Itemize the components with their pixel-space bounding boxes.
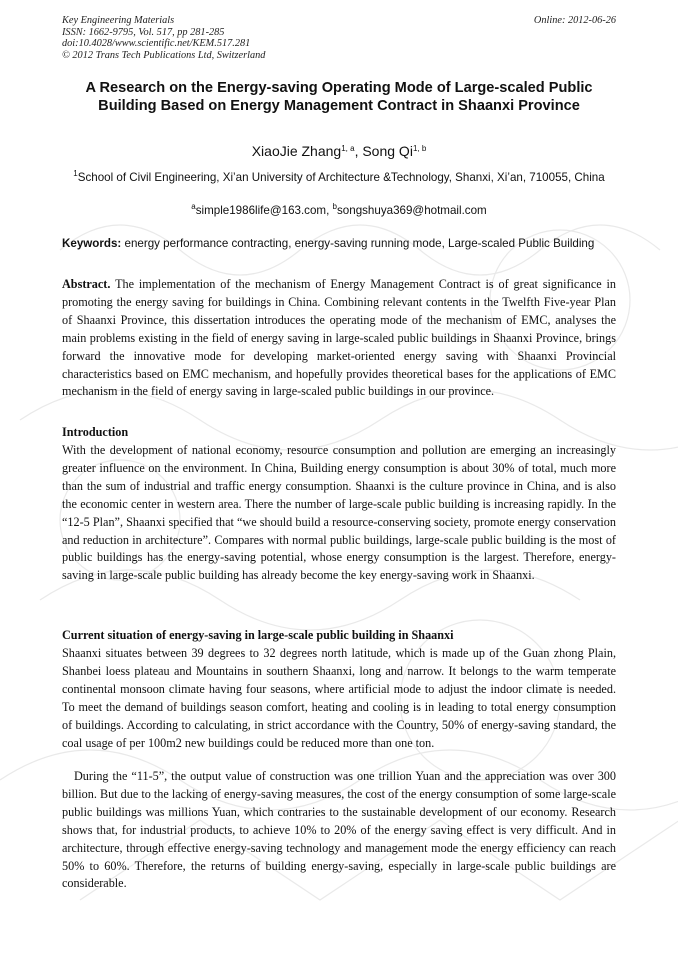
author-affiliation-mark: 1, a: [341, 144, 355, 153]
online-date: Online: 2012-06-26: [533, 15, 616, 26]
author-name: Song Qi: [362, 143, 413, 159]
abstract-label: Abstract.: [62, 277, 111, 291]
keywords-label: Keywords:: [62, 237, 122, 250]
affiliation-mark: 1: [73, 169, 78, 178]
abstract-text: The implementation of the mechanism of Energy Management Contract is of great significance in promoting the energy saving for buildings in China. Combining relevant contents in the Twelfth Five-year Plan of Shaanxi Province, this dissertation introduces the operating mode of the mechanism of EMC, analyses the main problems existing in the field of energy saving in large-scaled public buildings in Shaanxi Province, brings forward the innovative mode for developing market-oriented energy saving with Shaanxi Provincial characteristics based on EMC mechanism, and hopefully provides theoretical bases for the applications of EMC mechanism in the field of energy saving in large-scaled public buildings in our province.: [62, 277, 617, 399]
journal-header: [62, 15, 616, 61]
email-mark: a: [191, 202, 196, 211]
paragraph: Shaanxi situates between 39 degrees to 32 degrees north latitude, which is made up of the Guan zhong Plain, Shanbei loess plateau and Mountains in southern Shaanxi, long and narrow. It belongs to the warm temperate continental monsoon climate having four seasons, where artificial mode to adjust the indoor climate is needed. To meet the demand of buildings season comfort, heating and cooling is in leading to total energy consumption of buildings. According to calculating, in strict accordance with the Country, 50% of energy-saving standard, the coal usage of per 100m2 new buildings could be reduced more than one ton.: [62, 646, 616, 750]
email-link[interactable]: songshuya369@hotmail.com: [337, 204, 487, 217]
paragraph: With the development of national economy, resource consumption and pollution are emerging an increasingly greater influence on the environment. In China, Building energy consumption is about 30% of total, much more than the sum of industrial and traffic energy consumption. Shaanxi is the culture province in China, and is also the economic center in western area. There the number of large-scale public building is increasing rapidly. In the “12-5 Plan”, Shaanxi specified that “we should build a resource-conserving society, promote energy conservation and reduction in architecture”. Compares with normal public buildings, large-scale public building is the most of public buildings has the energy-saving potential, whose energy consumption is the largest. Therefore, energy-saving in large-scale public building has already become the key energy-saving work in Shaanxi.: [62, 443, 616, 583]
journal-name: Key Engineering Materials: [62, 15, 175, 26]
abstract: [62, 276, 616, 401]
keywords-text: energy performance contracting, energy-saving running mode, Large-scaled Public Building: [124, 237, 595, 250]
copyright-line: © 2012 Trans Tech Publications Ltd, Switzerland: [62, 49, 266, 61]
email-link[interactable]: simple1986life@163.com: [195, 204, 327, 217]
doi-line: doi:10.4028/www.scientific.net/KEM.517.281: [62, 38, 251, 50]
author-affiliation-mark: 1, b: [412, 144, 427, 153]
issn-line: ISSN: 1662-9795, Vol. 517, pp 281-285: [62, 26, 225, 38]
section-heading: Introduction: [62, 425, 129, 439]
author-name: XiaoJie Zhang: [251, 143, 342, 159]
author-separator: ,: [354, 143, 363, 159]
email-separator: ,: [326, 204, 333, 217]
paper-title: A Research on the Energy-saving Operating Mode of Large-scaled Public Building Based on Energy Management Contract in Shaanxi Province: [85, 80, 593, 114]
section-heading: Current situation of energy-saving in large-scale public building in Shaanxi: [62, 628, 454, 642]
affiliation: [62, 170, 616, 186]
author-line: [62, 142, 616, 160]
author-emails: [62, 203, 616, 219]
affiliation-text: School of Civil Engineering, Xi’an University of Architecture &Technology, Shanxi, Xi’an, 710055, China: [77, 171, 605, 184]
paragraph: During the “11-5”, the output value of construction was one trillion Yuan and the appreciation was over 300 billion. But due to the lacking of energy-saving measures, the cost of the energy consumption of some large-scale public buildings was millions Yuan, which contraries to the sustainable development of our economy. Research shows that, for industrial products, to achieve 10% to 20% of the energy saving effect is very difficult. And in architecture, through effective energy-saving technology and management mode the energy efficiency can reach 50% to 60%. Therefore, the returns of building energy-saving, especially in large-scale public buildings are considerable.: [62, 769, 616, 891]
keywords: [62, 236, 616, 252]
email-mark: b: [332, 202, 337, 211]
